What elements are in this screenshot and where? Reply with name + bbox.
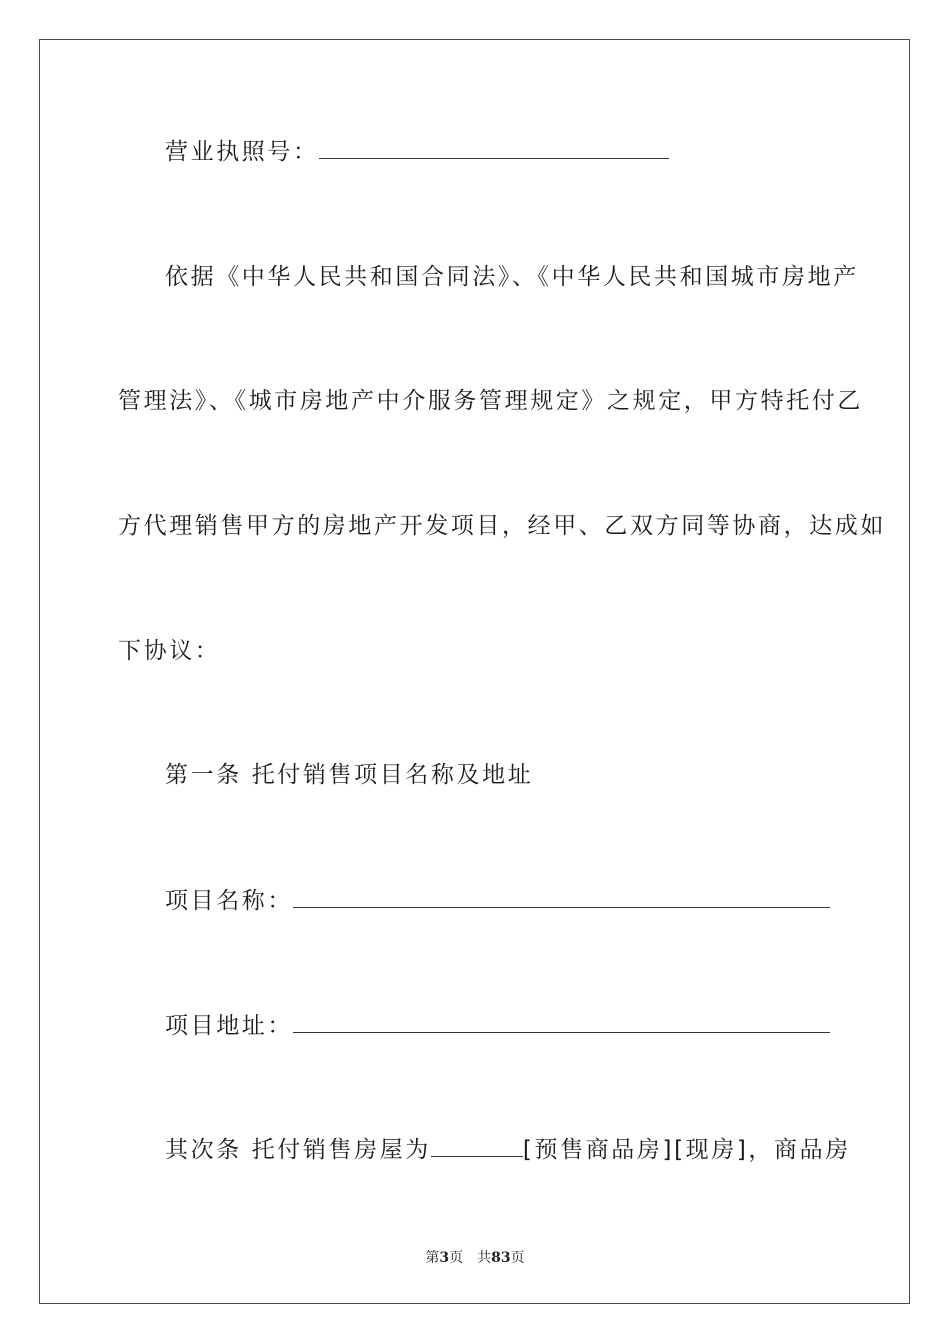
article1-heading: 第一条 托付销售项目名称及地址 — [165, 762, 534, 788]
page-border — [39, 39, 910, 1304]
project-name-label: 项目名称： — [165, 888, 293, 914]
project-name-blank[interactable] — [293, 885, 830, 908]
project-address-label: 项目地址： — [165, 1013, 293, 1039]
footer-mid: 页 共 — [449, 1250, 492, 1266]
footer-current-page: 3 — [439, 1250, 450, 1266]
license-blank[interactable] — [319, 136, 669, 159]
license-line — [165, 136, 830, 167]
footer-prefix: 第 — [425, 1250, 440, 1266]
article2-line — [165, 1134, 851, 1165]
para1-line4: 下协议： — [118, 638, 221, 664]
project-name-line — [165, 885, 830, 916]
page-footer — [0, 1247, 950, 1267]
para1-line3: 方代理销售甲方的房地产开发项目，经甲、乙双方同等协商，达成如 — [118, 513, 886, 539]
article2-blank[interactable] — [431, 1134, 523, 1157]
footer-total-pages: 83 — [491, 1250, 511, 1266]
project-address-line — [165, 1010, 830, 1041]
footer-suffix: 页 — [510, 1250, 525, 1266]
license-label: 营业执照号： — [165, 139, 319, 165]
para1-line2: 管理法》、《城市房地产中介服务管理规定》之规定，甲方特托付乙 — [118, 388, 863, 414]
project-address-blank[interactable] — [293, 1010, 830, 1033]
article2-suffix: [预售商品房][现房]，商品房 — [522, 1137, 851, 1163]
para1-line1: 依据《中华人民共和国合同法》、《中华人民共和国城市房地产 — [165, 264, 859, 290]
article2-prefix: 其次条 托付销售房屋为 — [165, 1137, 431, 1163]
